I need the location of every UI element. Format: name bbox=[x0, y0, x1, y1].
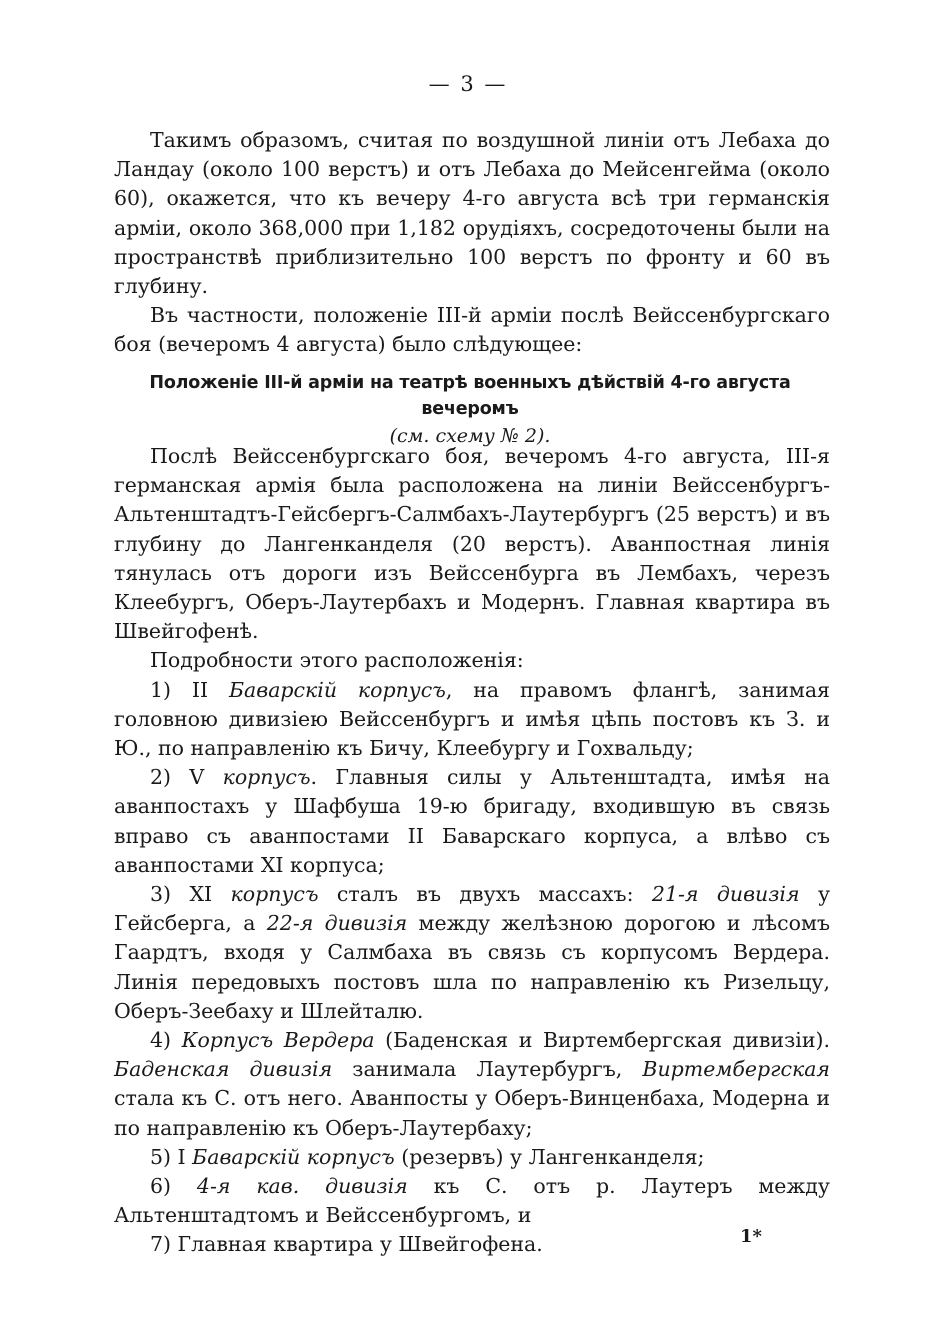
item-text: между желѣзною дорогою и лѣсомъ Гаардтъ, входя у Салмбаха въ связь съ корпусомъ Вердера. Линія передовыхъ постовъ шла по направленію къ Ризельцу, Оберъ-Зеебаху и Шлейталю. bbox=[114, 911, 830, 1023]
list-item-3 bbox=[114, 880, 830, 1026]
list-item-2 bbox=[114, 763, 830, 880]
item-text: занимала Лаутербургъ, bbox=[332, 1057, 643, 1082]
item-number: 3) XI bbox=[150, 882, 231, 907]
intro-paragraph-1: Такимъ образомъ, считая по воздушной линіи отъ Лебаха до Ландау (около 100 верстъ) и отъ Лебаха до Мейсенгейма (около 60), окажется, что къ вечеру 4-го августа всѣ три германскія арміи, около 368,000 при 1,182 орудіяхъ, сосредоточены были на пространствѣ приблизительно 100 верстъ по фронту и 60 въ глубину. bbox=[114, 128, 830, 299]
item-emphasis: Баденская дивизія bbox=[114, 1057, 333, 1082]
item-emphasis: Виртембергская bbox=[642, 1057, 830, 1082]
page-number: — 3 — bbox=[428, 72, 508, 96]
section-title: Положеніе III-й арміи на театрѣ военныхъ дѣйствій 4-го августа вечеромъ bbox=[149, 373, 791, 419]
item-text: , на правомъ флангѣ, занимая головною дивизіею Вейссенбургъ и имѣя цѣпь постовъ къ З. и Ю., по направленію къ Бичу, Клеебургу и Гохвальду; bbox=[114, 677, 830, 761]
signature-mark: 1* bbox=[740, 1226, 762, 1247]
body-section bbox=[114, 442, 830, 1260]
item-emphasis: 22-я дивизія bbox=[266, 911, 408, 936]
item-text: къ С. отъ р. Лаутеръ между Альтенштадтомъ и Вейссенбургомъ, и bbox=[114, 1174, 830, 1228]
item-emphasis: 21-я дивизія bbox=[651, 882, 800, 907]
item-text: (Баденская и Виртембергская дивизіи). bbox=[374, 1028, 831, 1053]
item-number: 4) bbox=[150, 1028, 182, 1053]
item-emphasis: Корпусъ Вердера bbox=[181, 1028, 375, 1053]
details-intro: Подробности этого расположенія: bbox=[150, 648, 524, 673]
item-emphasis: Баварскій корпусъ bbox=[192, 1144, 395, 1169]
list-item-4 bbox=[114, 1026, 830, 1143]
intro-paragraph-2: Въ частности, положеніе III-й арміи послѣ Вейссенбургскаго боя (вечеромъ 4 августа) было слѣдующее: bbox=[114, 303, 830, 357]
item-number: 1) II bbox=[150, 677, 229, 702]
item-text: (резервъ) у Лангенканделя; bbox=[394, 1144, 705, 1169]
item-emphasis: корпусъ bbox=[222, 765, 311, 790]
item-text: у Гейсберга, а bbox=[114, 882, 831, 936]
intro-section bbox=[114, 126, 830, 360]
list-item-1 bbox=[114, 676, 830, 764]
section-heading bbox=[100, 370, 840, 450]
item-number: 6) bbox=[150, 1174, 197, 1199]
list-item-5 bbox=[114, 1143, 830, 1172]
item-emphasis: Баварскій корпусъ bbox=[228, 677, 446, 702]
item-number: 5) I bbox=[150, 1144, 193, 1169]
item-text: 7) Главная квартира у Швейгофена. bbox=[150, 1232, 543, 1257]
list-item-7 bbox=[114, 1230, 830, 1259]
item-number: 2) V bbox=[150, 765, 223, 790]
scheme-reference: (см. схему № 2). bbox=[389, 425, 551, 447]
list-item-6 bbox=[114, 1172, 830, 1230]
body-paragraph-1: Послѣ Вейссенбургскаго боя, вечеромъ 4-го августа, III-я германская армія была расположена на линіи Вейссенбургъ-Альтенштадтъ-Гейсбергъ-Салмбахъ-Лаутербургъ (25 верстъ) и въ глубину до Лангенканделя (20 верстъ). Аванпостная линія тянулась отъ дороги изъ Вейссенбурга въ Лембахъ, черезъ Клеебургъ, Оберъ-Лаутербахъ и Модернъ. Главная квартира въ Швейгофенѣ. bbox=[114, 444, 830, 644]
item-emphasis: 4-я кав. дивизія bbox=[196, 1174, 408, 1199]
item-text: стала къ С. отъ него. Аванпосты у Оберъ-Винценбаха, Модерна и по направленію къ Оберъ-Лаутербаху; bbox=[114, 1086, 830, 1140]
item-text: сталъ въ двухъ массахъ: bbox=[318, 882, 652, 907]
item-text: . Главныя силы у Альтенштадта, имѣя на аванпостахъ у Шафбуша 19-ю бригаду, входившую въ связь вправо съ аванпостами II Баварскаго корпуса, а влѣво съ аванпостами XI корпуса; bbox=[114, 765, 830, 877]
item-emphasis: корпусъ bbox=[230, 882, 319, 907]
